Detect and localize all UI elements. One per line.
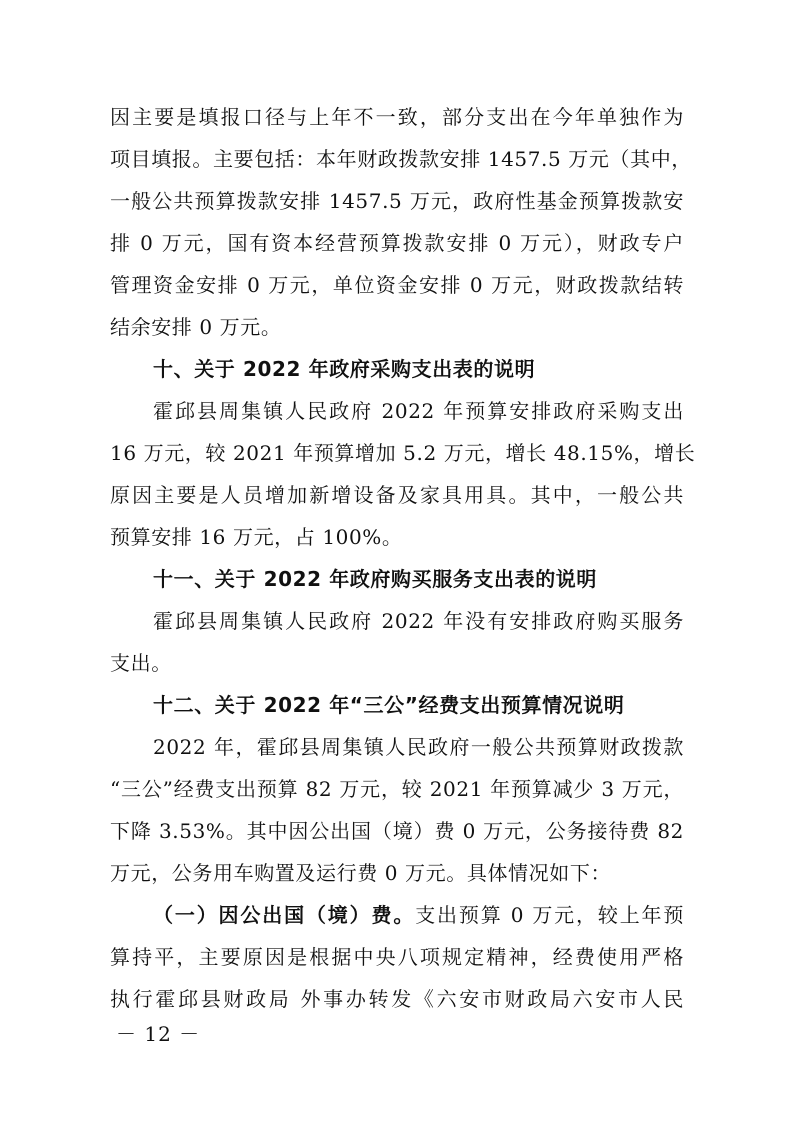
paragraph-line: 16 万元，较 2021 年预算增加 5.2 万元，增长 48.15%，增长 <box>110 441 696 465</box>
paragraph-line: 因主要是填报口径与上年不一致，部分支出在今年单独作为 <box>110 105 684 129</box>
section-heading-10: 十、关于 2022 年政府采购支出表的说明 <box>153 357 536 381</box>
paragraph-line: 下降 3.53%。其中因公出国（境）费 0 万元，公务接待费 82 <box>110 819 684 843</box>
subsection-paragraph-line <box>153 902 684 928</box>
paragraph-line: 算持平，主要原因是根据中央八项规定精神，经费使用严格 <box>110 945 684 969</box>
subsection-text: 支出预算 0 万元，较上年预 <box>415 903 685 927</box>
paragraph-line: 执行霍邱县财政局 外事办转发《六安市财政局六安市人民 <box>110 987 684 1011</box>
paragraph-line: 排 0 万元，国有资本经营预算拨款安排 0 万元），财政专户 <box>110 231 684 255</box>
subsection-title: （一）因公出国（境）费。 <box>153 903 416 927</box>
paragraph-line: 管理资金安排 0 万元，单位资金安排 0 万元，财政拨款结转 <box>110 273 684 297</box>
paragraph-line: 原因主要是人员增加新增设备及家具用具。其中，一般公共 <box>110 483 684 507</box>
paragraph-line: 万元，公务用车购置及运行费 0 万元。具体情况如下： <box>110 861 612 885</box>
paragraph-line: “三公”经费支出预算 82 万元，较 2021 年预算减少 3 万元， <box>110 777 684 801</box>
paragraph-line: 2022 年，霍邱县周集镇人民政府一般公共预算财政拨款 <box>153 735 684 759</box>
paragraph-line: 霍邱县周集镇人民政府 2022 年没有安排政府购买服务 <box>153 609 684 633</box>
section-heading-12: 十二、关于 2022 年“三公”经费支出预算情况说明 <box>153 693 625 717</box>
paragraph-line: 项目填报。主要包括：本年财政拨款安排 1457.5 万元（其中， <box>110 147 692 171</box>
paragraph-line: 支出。 <box>110 651 172 675</box>
section-heading-11: 十一、关于 2022 年政府购买服务支出表的说明 <box>153 567 597 591</box>
paragraph-line: 一般公共预算拨款安排 1457.5 万元，政府性基金预算拨款安 <box>110 189 684 213</box>
paragraph-line: 预算安排 16 万元，占 100%。 <box>110 525 403 549</box>
paragraph-line: 结余安排 0 万元。 <box>110 315 282 339</box>
paragraph-line: 霍邱县周集镇人民政府 2022 年预算安排政府采购支出 <box>153 399 684 423</box>
page-number: － 12 － <box>116 1022 201 1046</box>
